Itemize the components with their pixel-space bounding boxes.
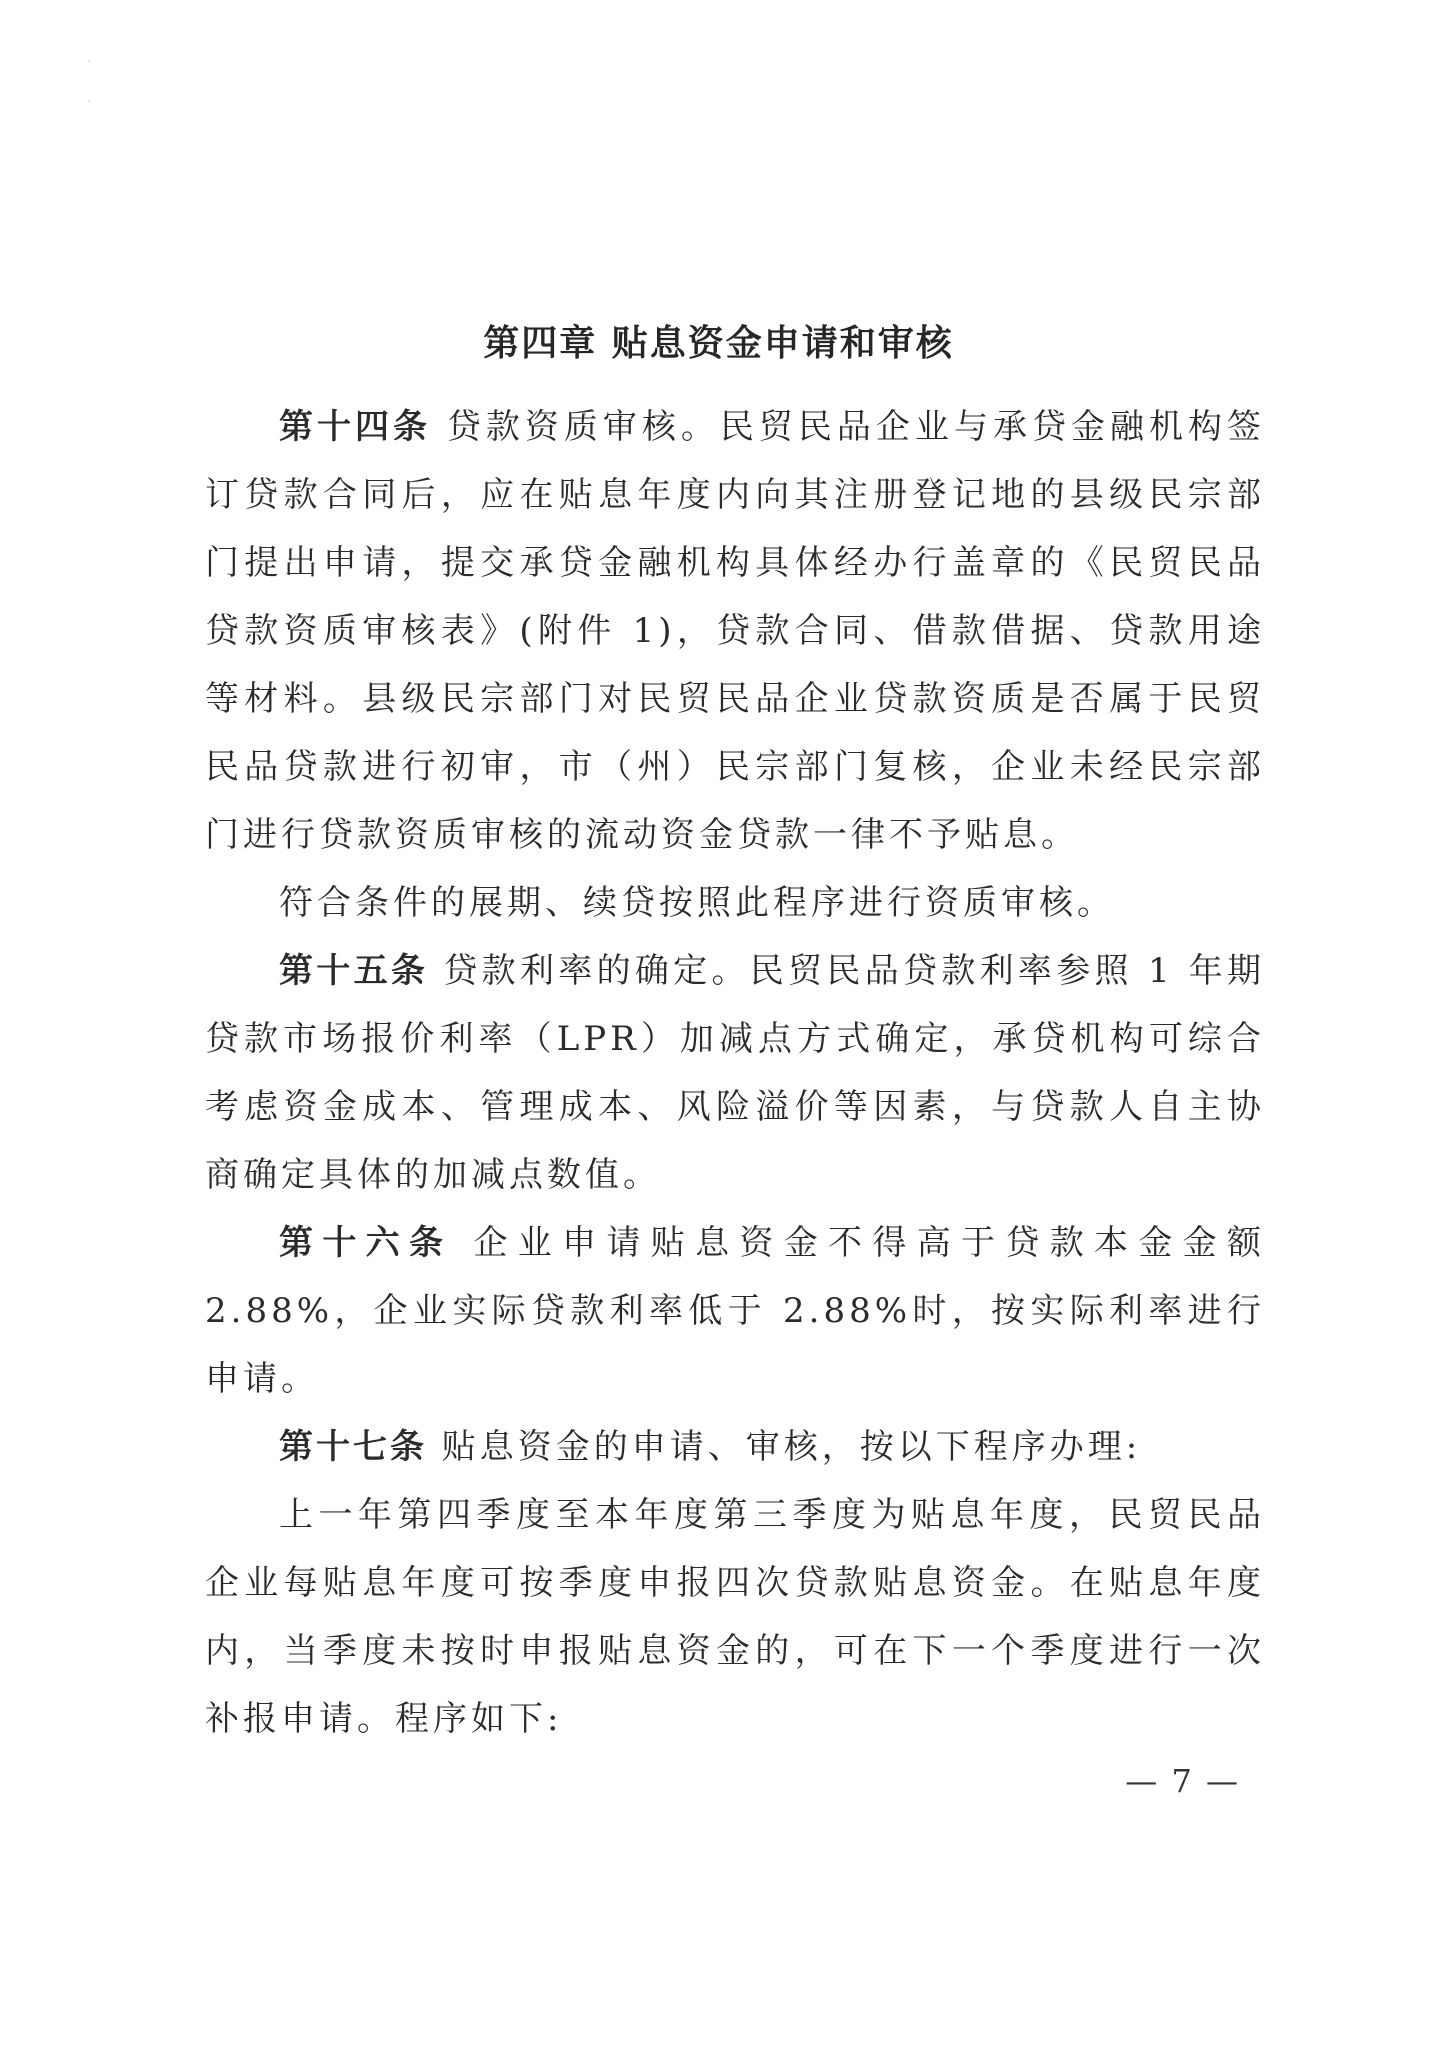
chapter-title: 第四章 贴息资金申请和审核 <box>483 323 954 364</box>
subsidy-year-paragraph <box>205 1481 1265 1753</box>
scan-speck <box>88 60 90 62</box>
article-14-paragraph <box>205 393 1265 869</box>
article-15-paragraph <box>205 937 1265 1209</box>
article-text: 贷款资质审核。民贸民品企业与承贷金融机构签订贷款合同后，应在贴息年度内向其注册登记地的县级民宗部门提出申请，提交承贷金融机构具体经办行盖章的《民贸民品贷款资质审核表》(附件 1)，贷款合同、借款借据、贷款用途等材料。县级民宗部门对民贸民品企业贷款资质是否属于民贸民品贷款进行初审，市（州）民宗部门复核，企业未经民宗部门进行贷款资质审核的流动资金贷款一律不予贴息。 <box>205 407 1265 855</box>
article-17-paragraph <box>205 1413 1265 1481</box>
article-heading: 第十四条 <box>279 407 432 447</box>
article-text: 贷款利率的确定。民贸民品贷款利率参照 1 年期贷款市场报价利率（LPR）加减点方式确定，承贷机构可综合考虑资金成本、管理成本、风险溢价等因素，与贷款人自主协商确定具体的加减点数值。 <box>205 951 1266 1195</box>
page-number: — 7 — <box>1125 1762 1240 1800</box>
paragraph-text: 符合条件的展期、续贷按照此程序进行资质审核。 <box>279 883 1115 923</box>
article-text: 贴息资金的申请、审核，按以下程序办理: <box>427 1427 1142 1467</box>
article-16-paragraph <box>205 1209 1265 1413</box>
paragraph-text: 上一年第四季度至本年度第三季度为贴息年度，民贸民品企业每贴息年度可按季度申报四次贷款贴息资金。在贴息年度内，当季度未按时申报贴息资金的，可在下一个季度进行一次补报申请。程序如下: <box>205 1495 1265 1739</box>
extension-paragraph <box>205 869 1265 937</box>
body-text <box>205 393 1265 1753</box>
article-heading: 第十七条 <box>279 1427 427 1467</box>
scan-speck <box>88 100 90 102</box>
article-heading: 第十五条 <box>279 951 429 991</box>
article-heading: 第十六条 <box>279 1223 453 1263</box>
article-text: 企业申请贴息资金不得高于贷款本金金额 2.88%，企业实际贷款利率低于 2.88%时，按实际利率进行申请。 <box>205 1223 1265 1399</box>
